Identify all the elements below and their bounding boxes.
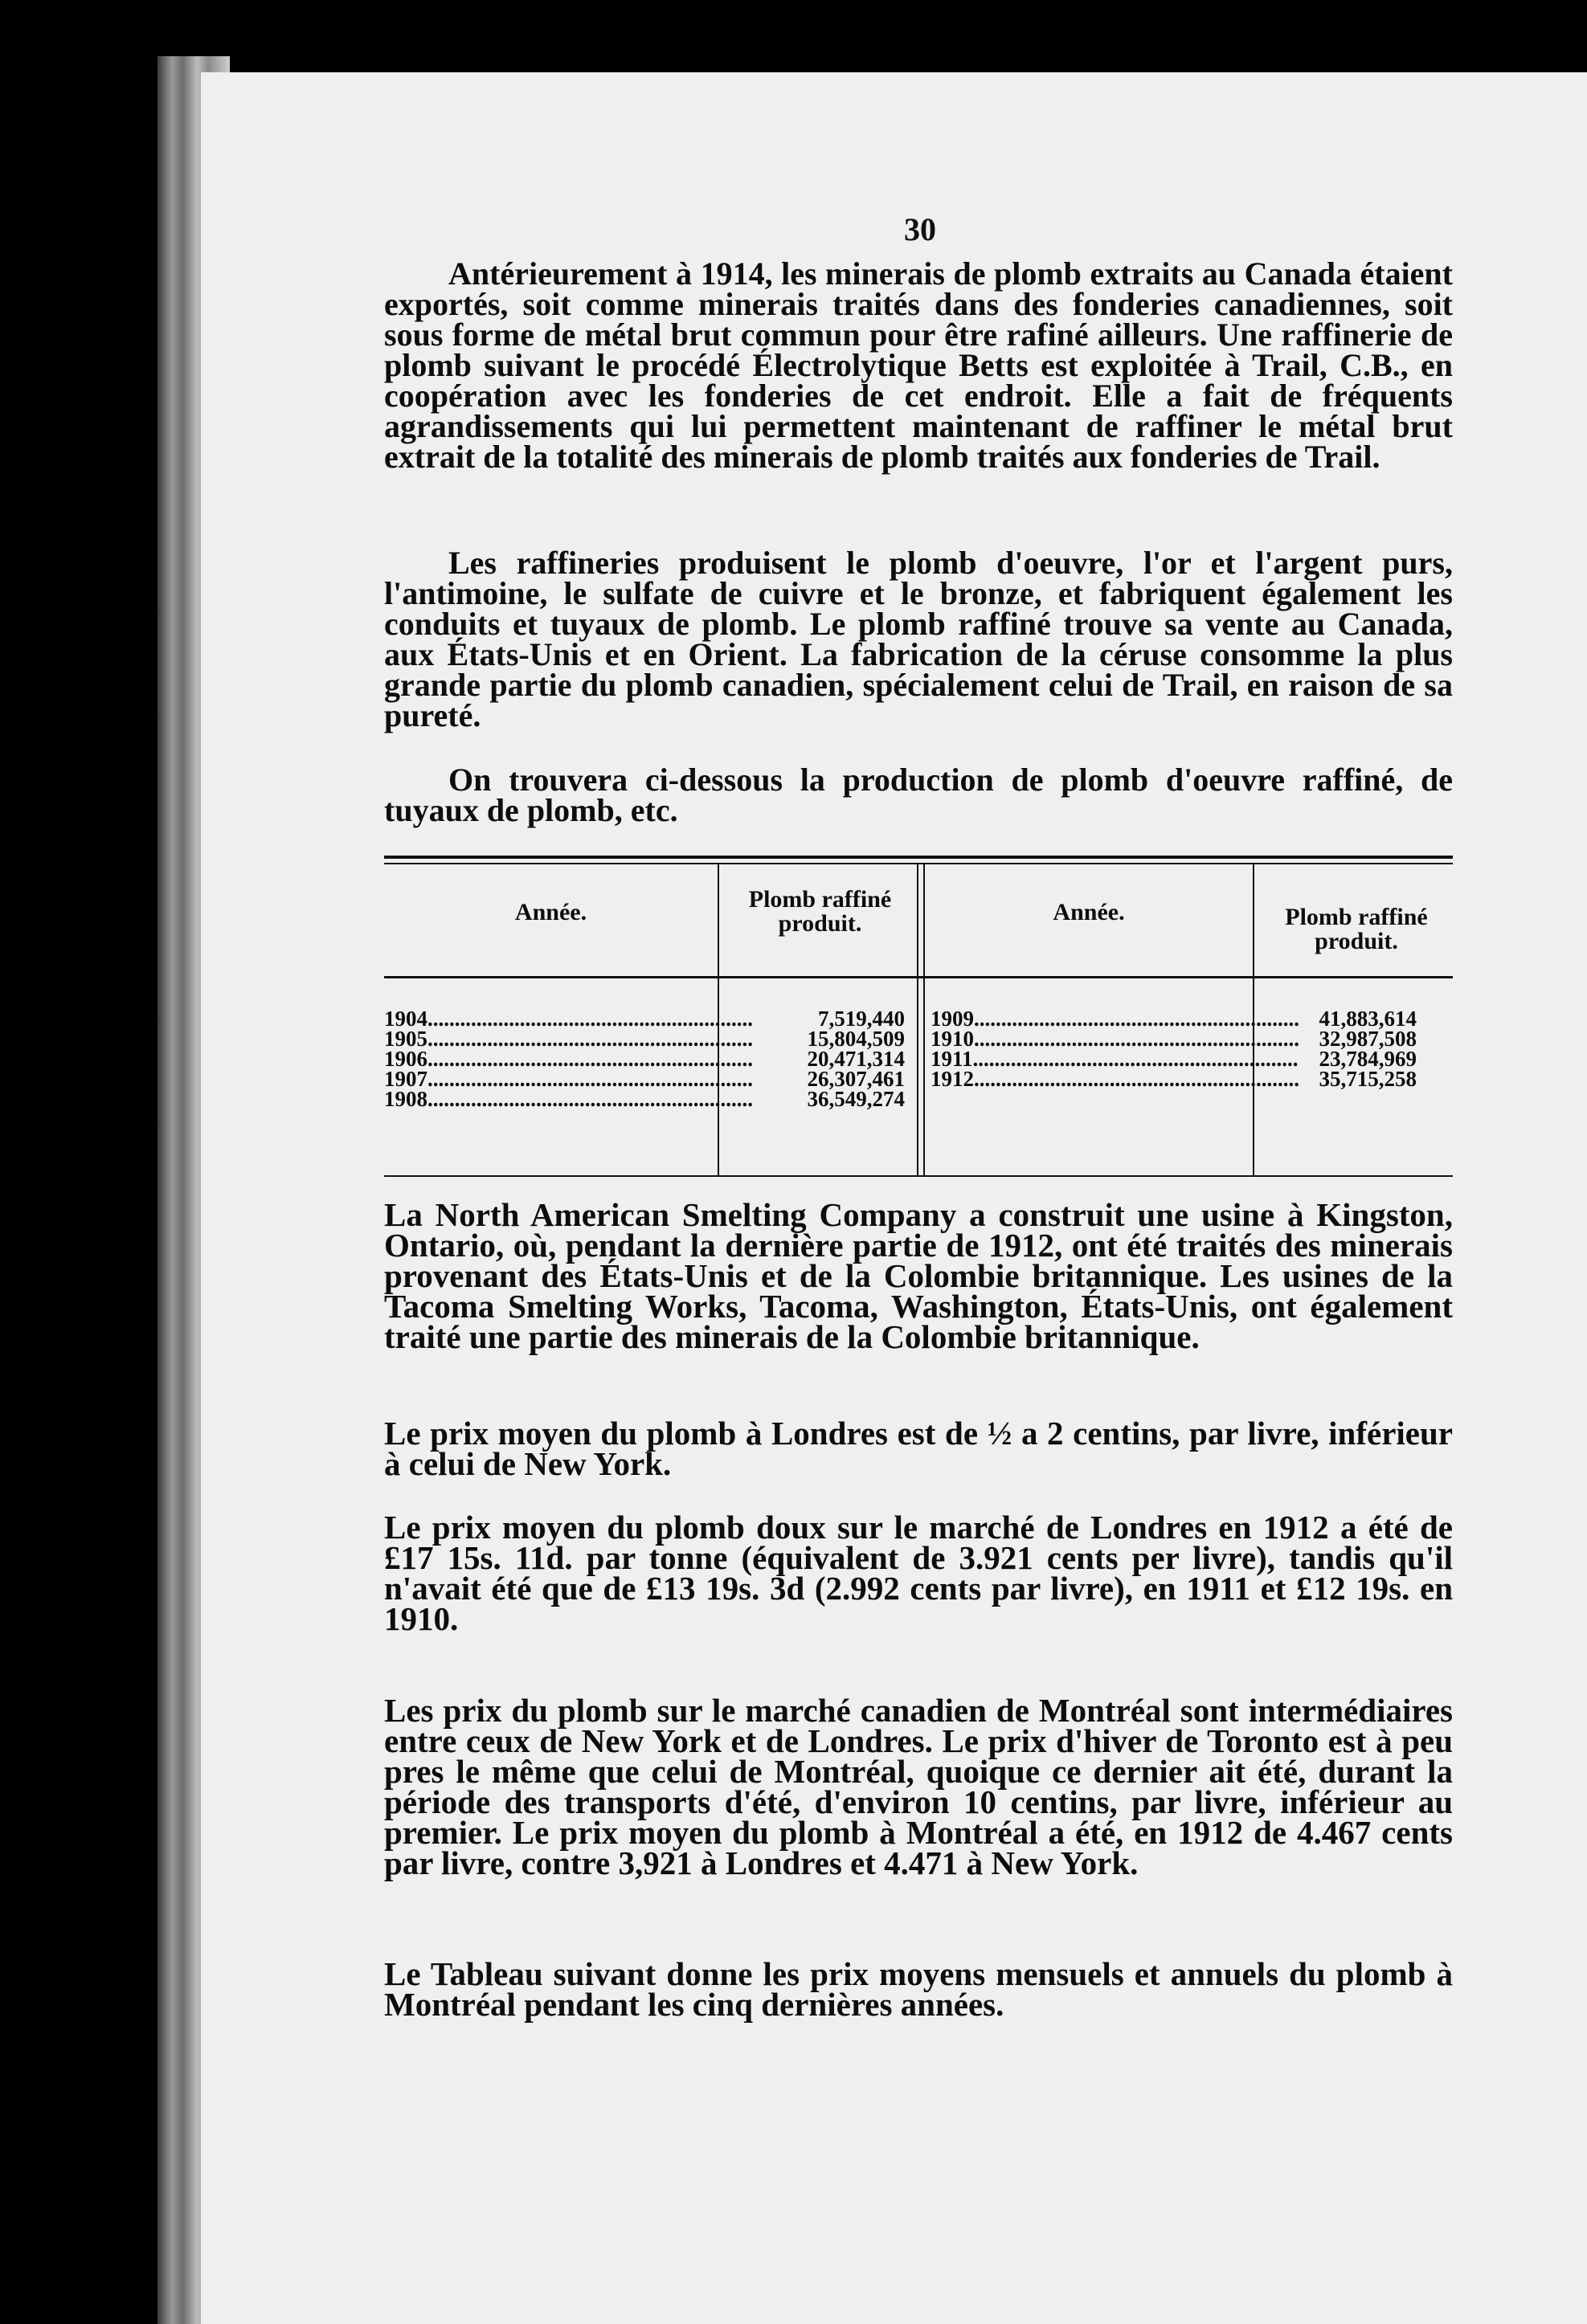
table-top-rule: [384, 856, 1453, 859]
paragraph-2: [384, 545, 1453, 733]
leader-dots: ............................................................: [974, 1027, 1299, 1051]
table-row-value: 7,519,440: [818, 1007, 905, 1031]
table-row-value: 23,784,969: [1319, 1047, 1417, 1071]
header-year-left: Année.: [514, 899, 587, 925]
header-year-right: Année.: [1053, 899, 1125, 925]
table-top-rule-thin: [384, 863, 1453, 864]
leader-dots: ............................................................: [972, 1047, 1299, 1071]
leader-dots: ............................................................: [974, 1067, 1299, 1091]
leader-dots: ............................................................: [427, 1067, 753, 1091]
year-text: 1904: [384, 1007, 427, 1031]
paragraph-6-text: Le prix moyen du plomb doux sur le marché de Londres en 1912 a été de £17 15s. 11d. par tonne (équivalent de 3.921 cents per livre), tandis qu'il n'avait été que de £13 19s. 3d (2.992 cents par livre), en 1911 et £12 19s. en 1910.: [384, 1509, 1453, 1637]
leader-dots: ............................................................: [427, 1047, 753, 1071]
production-table: [384, 856, 1453, 1185]
paragraph-7: [384, 1692, 1453, 1881]
paragraph-4: [384, 1196, 1453, 1355]
table-row-value: 36,549,274: [807, 1087, 905, 1111]
table-row-value: 41,883,614: [1319, 1007, 1417, 1031]
paragraph-2-text: Les raffineries produisent le plomb d'oeuvre, l'or et l'argent purs, l'antimoine, le sulfate de cuivre et le bronze, et fabriquent également les conduits et tuyaux de plomb. Le plomb raffiné trouve sa vente au Canada, aux États-Unis et en Orient. La fabrication de la céruse consomme la plus grande partie du plomb canadien, spécialement celui de Trail, en raison de sa pureté.: [384, 545, 1453, 733]
year-text: 1908: [384, 1087, 427, 1111]
year-text: 1909: [931, 1007, 974, 1031]
table-col-divider-2a: [917, 864, 918, 1175]
table-row-year: [931, 1067, 1299, 1091]
paragraph-1-text: Antérieurement à 1914, les minerais de plomb extraits au Canada étaient exportés, soit comme minerais traités dans des fonderies canadiennes, soit sous forme de métal brut commun pour être rafiné ailleurs. Une raffinerie de plomb suivant le procédé Électrolytique Betts est exploitée à Trail, C.B., en coopération avec les fonderies de cet endroit. Elle a fait de fréquents agrandissements qui lui permettent maintenant de raffiner le métal brut extrait de la totalité des minerais de plomb traités aux fonderies de Trail.: [384, 255, 1453, 475]
year-text: 1912: [931, 1067, 974, 1091]
paragraph-1: [384, 255, 1453, 475]
leader-dots: ............................................................: [427, 1087, 753, 1111]
paragraph-7-text: Les prix du plomb sur le marché canadien de Montréal sont intermédiaires entre ceux de New York et de Londres. Le prix d'hiver de Toronto est à peu pres le même que celui de Montréal, quoique ce dernier ait été, durant la période des transports d'été, d'environ 10 centins, par livre, inférieur au premier. Le prix moyen du plomb à Montréal a été, en 1912 de 4.467 cents par livre, contre 3,921 à Londres et 4.471 à New York.: [384, 1692, 1453, 1881]
year-text: 1910: [931, 1027, 974, 1051]
paragraph-8-text: Le Tableau suivant donne les prix moyens mensuels et annuels du plomb à Montréal pendant les cinq dernières années.: [384, 1955, 1453, 2023]
leader-dots: ............................................................: [427, 1027, 753, 1051]
header-production-right: Plomb raffiné produit.: [1285, 904, 1428, 954]
table-row-year: [384, 1087, 753, 1111]
year-text: 1905: [384, 1027, 427, 1051]
paragraph-3-text: On trouvera ci-dessous la production de plomb d'oeuvre raffiné, de tuyaux de plomb, etc.: [384, 762, 1453, 828]
leader-dots: ............................................................: [427, 1007, 753, 1031]
paragraph-3: [384, 762, 1453, 828]
year-text: 1911: [931, 1047, 973, 1071]
paragraph-6: [384, 1509, 1453, 1637]
paragraph-4-text: La North American Smelting Company a construit une usine à Kingston, Ontario, où, pendant la dernière partie de 1912, ont été traités des minerais provenant des États-Unis et de la Colombie britannique. Les usines de la Tacoma Smelting Works, Tacoma, Washington, États-Unis, ont également traité une partie des minerais de la Colombie britannique.: [384, 1196, 1453, 1355]
paragraph-5: [384, 1415, 1453, 1482]
table-header-rule: [384, 976, 1453, 978]
table-row-value: 15,804,509: [807, 1027, 905, 1051]
paragraph-5-text: Le prix moyen du plomb à Londres est de ½ a 2 centins, par livre, inférieur à celui de New York.: [384, 1415, 1453, 1482]
leader-dots: ............................................................: [974, 1007, 1299, 1031]
table-row-value: 35,715,258: [1319, 1067, 1417, 1091]
header-production-left: Plomb raffiné produit.: [748, 886, 892, 937]
table-bottom-rule: [384, 1175, 1453, 1177]
table-row-value: 26,307,461: [807, 1067, 905, 1091]
year-text: 1907: [384, 1067, 427, 1091]
page-number: 30: [904, 211, 936, 247]
year-text: 1906: [384, 1047, 427, 1071]
paragraph-8: [384, 1955, 1453, 2023]
table-row-value: 20,471,314: [807, 1047, 905, 1071]
table-row-value: 32,987,508: [1319, 1027, 1417, 1051]
